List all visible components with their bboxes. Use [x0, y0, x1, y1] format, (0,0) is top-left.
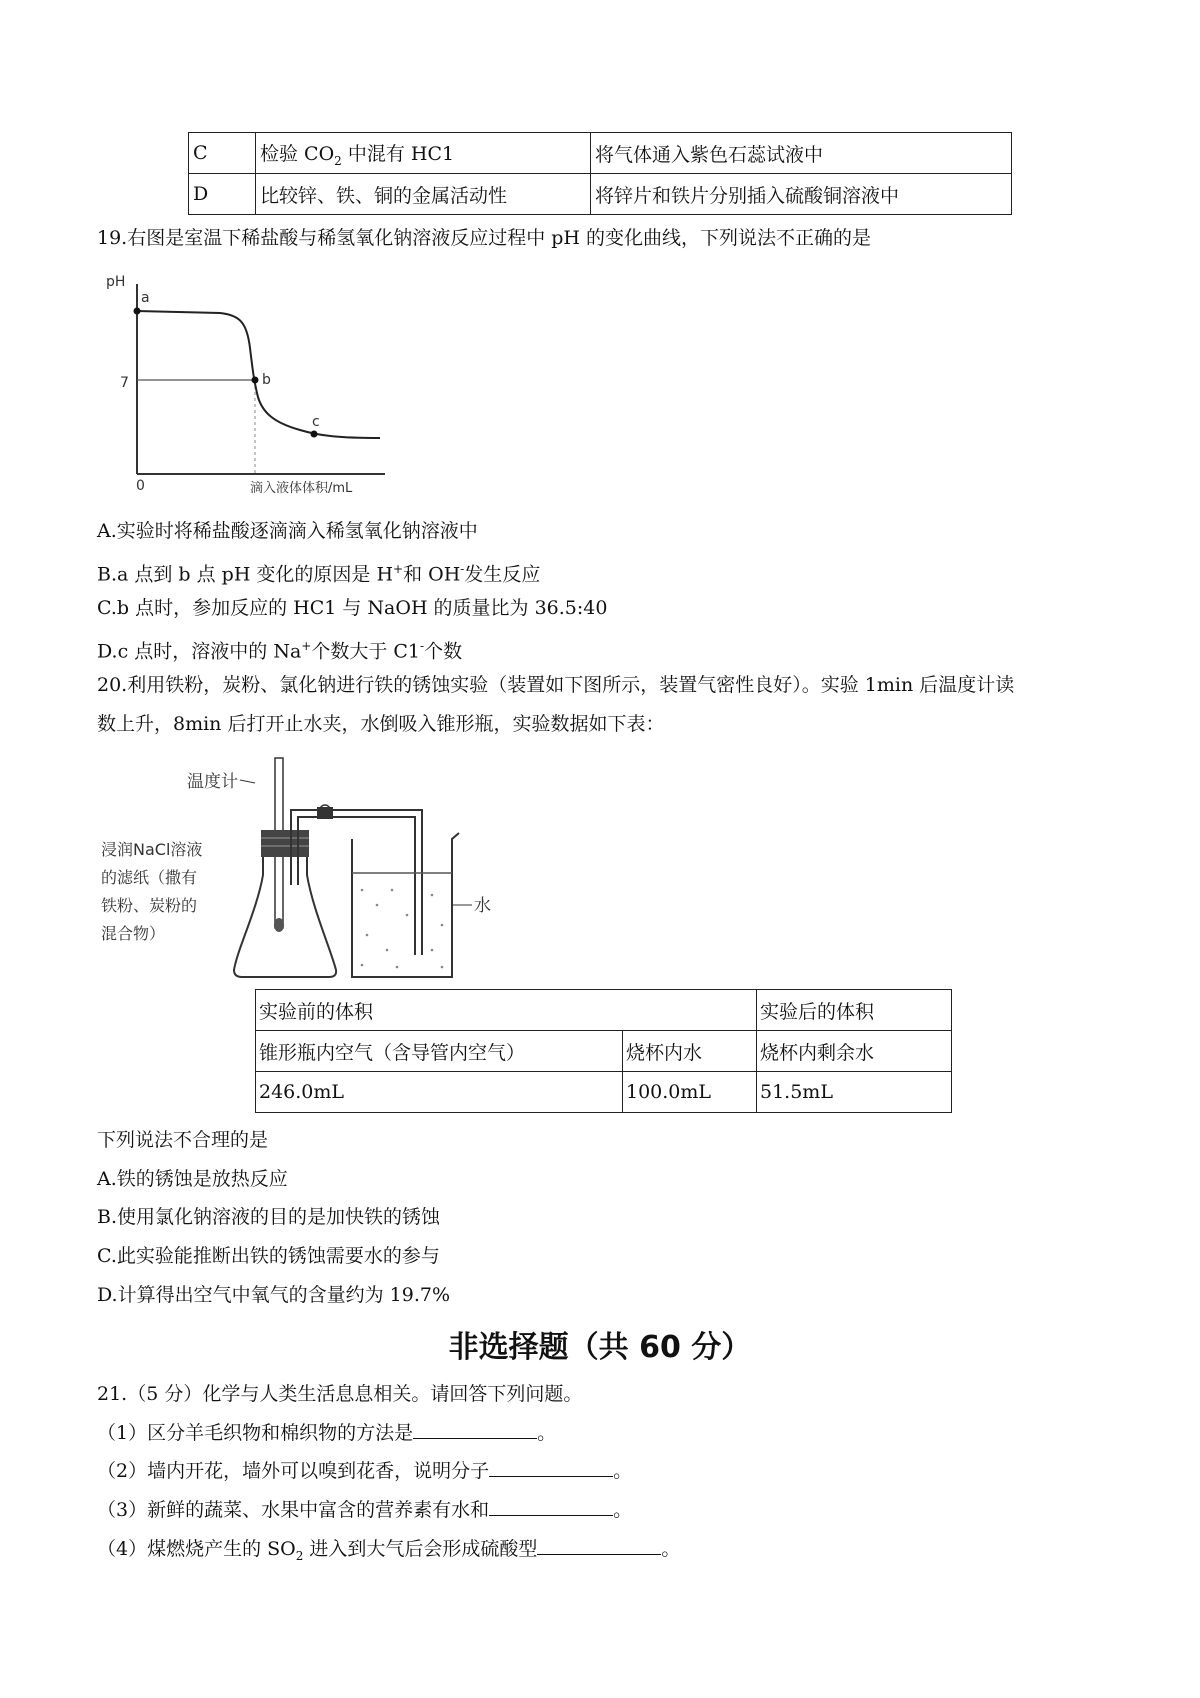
- table-row: [256, 990, 952, 1031]
- paper-label-1: 浸润NaCl溶液: [101, 840, 203, 859]
- water-label: 水: [474, 896, 491, 916]
- beaker: [352, 833, 459, 977]
- point-b: [252, 377, 259, 384]
- q20-option-d: D.计算得出空气中氧气的含量约为 19.7%: [97, 1284, 450, 1306]
- paper-label-2: 的滤纸（撒有: [101, 868, 198, 887]
- answer-blank[interactable]: [537, 1536, 661, 1555]
- val-remaining-water: 51.5mL: [757, 1072, 952, 1113]
- q20-option-c: C.此实验能推断出铁的锈蚀需要水的参与: [97, 1245, 440, 1267]
- q20-option-b: B.使用氯化钠溶液的目的是加快铁的锈蚀: [97, 1206, 441, 1228]
- q20-prompt: 下列说法不合理的是: [97, 1129, 269, 1151]
- table-row: [256, 1072, 952, 1113]
- row-label: C: [189, 133, 256, 174]
- row-label: D: [189, 174, 256, 215]
- answer-blank[interactable]: [413, 1420, 537, 1439]
- rust-apparatus-figure: [97, 745, 517, 985]
- col-flask-air: 锥形瓶内空气（含导管内空气）: [256, 1031, 623, 1072]
- row-item: 比较锌、铁、铜的金属活动性: [256, 174, 591, 215]
- header-before: 实验前的体积: [256, 990, 757, 1031]
- paper-label-4: 混合物）: [101, 924, 166, 943]
- table-row: [189, 133, 1012, 174]
- experiment-data-table: [255, 989, 952, 1113]
- paper-label-3: 铁粉、炭粉的: [101, 896, 198, 915]
- q21-part4: （4）煤燃烧产生的 $SO_2$ 进入到大气后会形成硫酸型 。: [97, 1538, 681, 1563]
- q20-stem-line1: 20.利用铁粉，炭粉、氯化钠进行铁的锈蚀实验（装置如下图所示，装置气密性良好）。实验 1min 后温度计读: [97, 674, 1015, 696]
- section-title: 非选择题（共 60 分）: [448, 1330, 752, 1365]
- q20-option-a: A.铁的锈蚀是放热反应: [97, 1168, 288, 1190]
- answer-blank[interactable]: [489, 1458, 613, 1477]
- options-table: [188, 132, 1012, 215]
- thermometer-pointer: [240, 780, 255, 783]
- point-c-label: c: [312, 414, 320, 430]
- y-tick-7: 7: [120, 375, 129, 391]
- thermometer-label: 温度计: [187, 772, 238, 792]
- q21-part3: （3）新鲜的蔬菜、水果中富含的营养素有水和 。: [97, 1499, 633, 1521]
- val-flask-air: 246.0mL: [256, 1072, 623, 1113]
- q19-stem: 19.右图是室温下稀盐酸与稀氢氧化钠溶液反应过程中 pH 的变化曲线，下列说法不正确的是: [97, 227, 872, 249]
- q19-option-d: D.c 点时，溶液中的 Na+个数大于 C1-个数: [97, 639, 463, 663]
- point-c: [311, 431, 318, 438]
- q21-part1: （1）区分羊毛织物和棉织物的方法是 。: [97, 1422, 557, 1444]
- rubber-stopper: [261, 830, 309, 857]
- point-a-label: a: [141, 290, 150, 306]
- val-beaker-water: 100.0mL: [623, 1072, 757, 1113]
- q19-option-c: C.b 点时，参加反应的 HC1 与 NaOH 的质量比为 36.5:40: [97, 597, 608, 619]
- point-b-label: b: [262, 372, 271, 388]
- origin-label: 0: [136, 478, 145, 494]
- row-item: 检验 $CO_2$ 中混有 HC1: [256, 133, 591, 174]
- glass-tube: [291, 810, 422, 955]
- x-axis-label: 滴入液体体积/mL: [250, 481, 353, 496]
- row-method: 将气体通入紫色石蕊试液中: [591, 133, 1012, 174]
- ph-curve-figure: [100, 268, 400, 500]
- thermometer-bulb: [274, 918, 284, 932]
- q21-part2: （2）墙内开花，墙外可以嗅到花香，说明分子 。: [97, 1460, 633, 1482]
- q21-stem: 21.（5 分）化学与人类生活息息相关。请回答下列问题。: [97, 1383, 583, 1405]
- stop-clamp: [317, 807, 333, 819]
- q19-option-a: A.实验时将稀盐酸逐滴滴入稀氢氧化钠溶液中: [97, 520, 478, 542]
- q20-stem-line2: 数上升，8min 后打开止水夹，水倒吸入锥形瓶，实验数据如下表：: [97, 713, 665, 735]
- point-a: [134, 308, 141, 315]
- q19-option-b: B.a 点到 b 点 pH 变化的原因是 H+和 OH-发生反应: [97, 562, 541, 586]
- table-row: [256, 1031, 952, 1072]
- y-axis-label: pH: [106, 274, 126, 290]
- answer-blank[interactable]: [489, 1497, 613, 1516]
- conical-flask: [234, 855, 336, 977]
- col-remaining-water: 烧杯内剩余水: [757, 1031, 952, 1072]
- table-row: [189, 174, 1012, 215]
- ph-curve: [137, 311, 380, 438]
- header-after: 实验后的体积: [757, 990, 952, 1031]
- col-beaker-water: 烧杯内水: [623, 1031, 757, 1072]
- water-dots: [361, 889, 444, 969]
- row-method: 将锌片和铁片分别插入硫酸铜溶液中: [591, 174, 1012, 215]
